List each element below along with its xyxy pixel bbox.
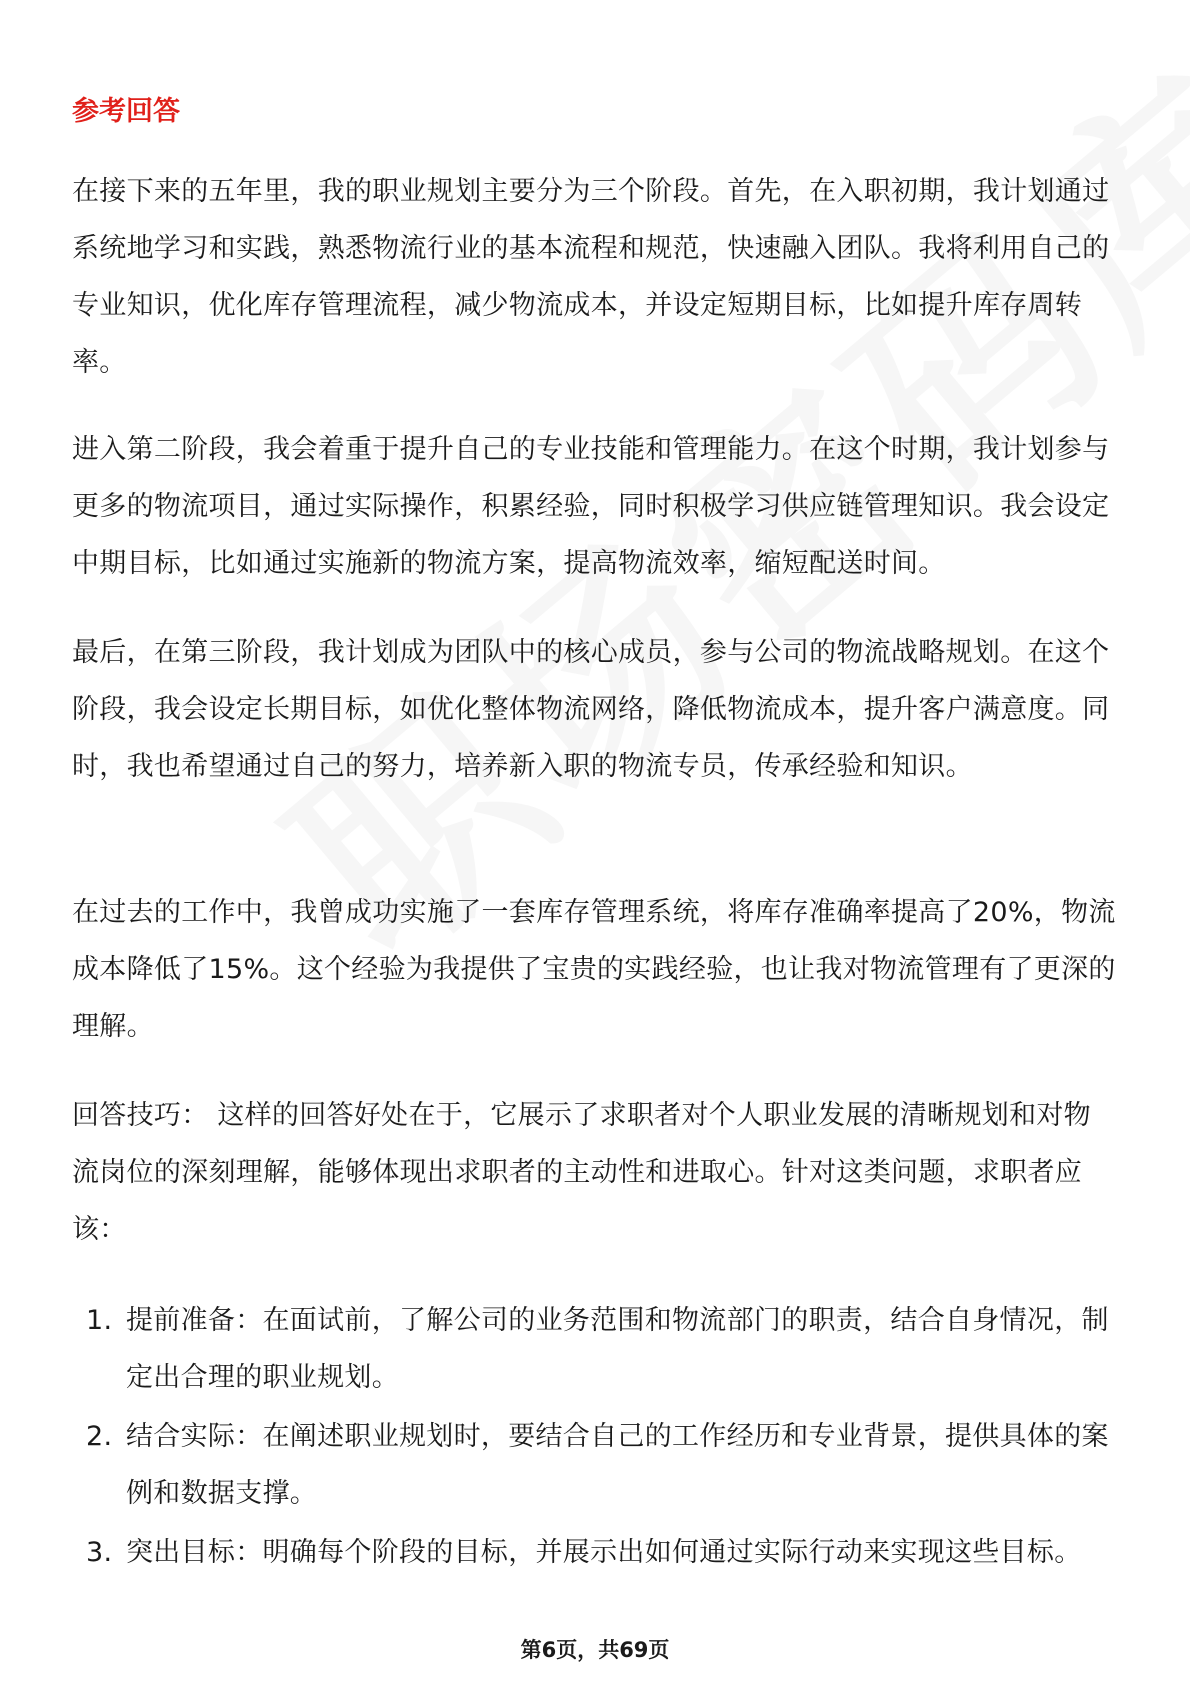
list-item-number: 2. [86, 1421, 113, 1452]
list-item-number: 1. [86, 1305, 113, 1336]
tips-list [72, 1292, 1117, 1583]
page-number: 第6页，共69页 [520, 1638, 670, 1662]
paragraph-past-experience: 在过去的工作中，我曾成功实施了一套库存管理系统，将库存准确率提高了20%，物流成本降低了15%。这个经验为我提供了宝贵的实践经验，也让我对物流管理有了更深的理解。 [72, 897, 1116, 1042]
list-item [72, 1524, 1117, 1581]
paragraph-phase-three: 最后，在第三阶段，我计划成为团队中的核心成员，参与公司的物流战略规划。在这个阶段，我会设定长期目标，如优化整体物流网络，降低物流成本，提升客户满意度。同时，我也希望通过自己的努力，培养新入职的物流专员，传承经验和知识。 [72, 637, 1110, 782]
list-item-number: 3. [86, 1537, 113, 1568]
list-item-text: 突出目标：明确每个阶段的目标，并展示出如何通过实际行动来实现这些目标。 [126, 1537, 1082, 1568]
list-item [72, 1408, 1117, 1522]
section-title: 参考回答 [72, 96, 180, 127]
paragraph-phase-one: 在接下来的五年里，我的职业规划主要分为三个阶段。首先，在入职初期，我计划通过系统地学习和实践，熟悉物流行业的基本流程和规范，快速融入团队。我将利用自己的专业知识，优化库存管理流程，减少物流成本，并设定短期目标，比如提升库存周转率。 [72, 176, 1110, 378]
paragraph-phase-two: 进入第二阶段，我会着重于提升自己的专业技能和管理能力。在这个时期，我计划参与更多的物流项目，通过实际操作，积累经验，同时积极学习供应链管理知识。我会设定中期目标，比如通过实施新的物流方案，提高物流效率，缩短配送时间。 [72, 434, 1110, 579]
paragraph-answer-tips: 回答技巧： 这样的回答好处在于，它展示了求职者对个人职业发展的清晰规划和对物流岗位的深刻理解，能够体现出求职者的主动性和进取心。针对这类问题，求职者应该： [72, 1100, 1091, 1245]
list-item-text: 提前准备：在面试前，了解公司的业务范围和物流部门的职责，结合自身情况，制定出合理的职业规划。 [126, 1305, 1109, 1393]
list-item-text: 结合实际：在阐述职业规划时，要结合自己的工作经历和专业背景，提供具体的案例和数据支撑。 [126, 1421, 1109, 1509]
list-item [72, 1292, 1117, 1406]
